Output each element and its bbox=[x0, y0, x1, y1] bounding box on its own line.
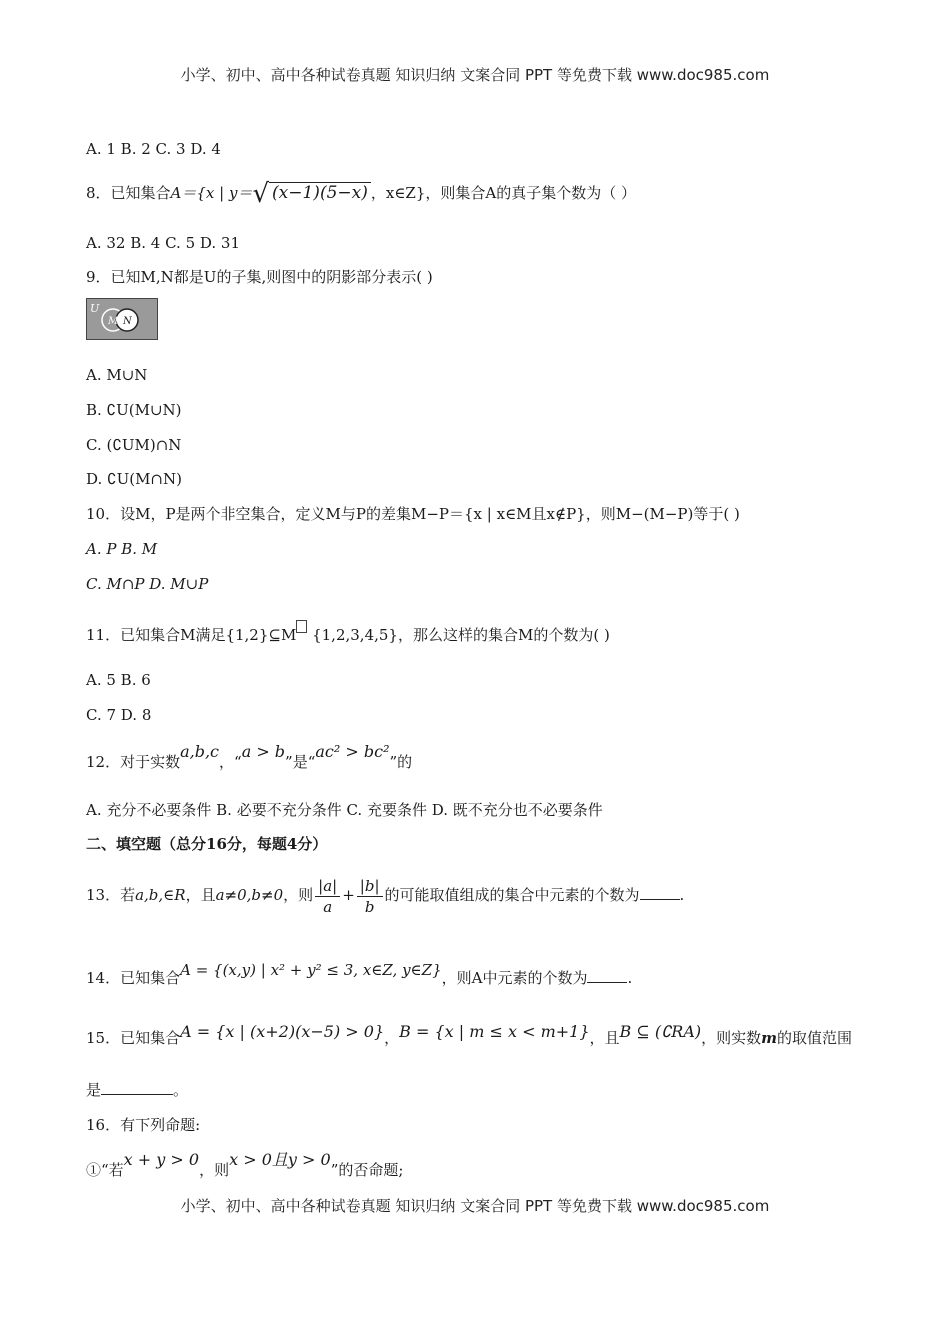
page-header: 小学、初中、高中各种试卷真题 知识归纳 文案合同 PPT 等免费下载 www.doc985.com bbox=[180, 66, 770, 84]
q8-prefix: 8．已知集合 bbox=[86, 184, 171, 202]
q15-suffix: ，则实数 bbox=[701, 1029, 762, 1047]
q16-item1-c: ”的否命题; bbox=[330, 1161, 404, 1179]
q16-stem: 16．有下列命题: bbox=[86, 1116, 201, 1134]
q15-set-a: A = {x | (x+2)(x−5) > 0} bbox=[180, 1022, 385, 1041]
q13-plus: + bbox=[342, 886, 355, 904]
q14-prefix: 14．已知集合 bbox=[86, 969, 181, 987]
q10-stem: 10．设M，P是两个非空集合，定义M与P的差集M−P＝{x | x∈M且x∉P}，则M−(M−P)等于( ) bbox=[86, 505, 740, 523]
q13-frac2-den: b bbox=[364, 897, 375, 916]
q13-mid2: ，则 bbox=[283, 886, 314, 904]
q13-stem bbox=[86, 870, 684, 920]
q15-comma: ， bbox=[384, 1029, 400, 1047]
q9-option-b: B. ∁U(M∪N) bbox=[86, 401, 182, 419]
q13-prefix: 13．若 bbox=[86, 886, 136, 904]
q8-stem bbox=[86, 179, 636, 209]
q15-prefix: 15．已知集合 bbox=[86, 1029, 181, 1047]
q16-item1-concl: x > 0且y > 0 bbox=[229, 1150, 331, 1169]
q12-cond2: ac² > bc² bbox=[315, 742, 390, 761]
q9-option-a: A. M∪N bbox=[86, 366, 148, 384]
q11-stem bbox=[86, 624, 610, 646]
q12-vars: a,b,c bbox=[180, 742, 220, 761]
q16-item1-cond: x + y > 0 bbox=[123, 1150, 200, 1169]
q12-mid1: ，“ bbox=[219, 753, 242, 771]
q16-item-1 bbox=[86, 1152, 403, 1188]
q13-fraction-1 bbox=[315, 876, 340, 917]
venn-m-label: M bbox=[108, 316, 119, 327]
q13-end: . bbox=[679, 886, 685, 904]
q13-answer-blank bbox=[640, 885, 680, 900]
q8-suffix: ，则集合A的真子集个数为（ ） bbox=[425, 184, 636, 202]
q15-end: 。 bbox=[173, 1081, 189, 1099]
q15-set-b: B = {x | m ≤ x < m+1} bbox=[399, 1022, 590, 1041]
q14-answer-blank bbox=[587, 968, 627, 983]
q12-mid2: ”是“ bbox=[285, 753, 316, 771]
q12-stem bbox=[86, 742, 413, 773]
q9-option-d: D. ∁U(M∩N) bbox=[86, 470, 182, 488]
q14-stem bbox=[86, 958, 632, 998]
q8-options: A. 32 B. 4 C. 5 D. 31 bbox=[86, 234, 240, 252]
q10-options-1: A. P B. M bbox=[86, 540, 158, 558]
q11-stem-a: 11．已知集合M满足{1,2}⊆M bbox=[86, 626, 297, 644]
q10-options-2: C. M∩P D. M∪P bbox=[86, 575, 209, 593]
q8-set-close: ，x∈Z} bbox=[370, 184, 426, 202]
venn-svg bbox=[87, 299, 157, 339]
q8-set-open: A＝{x | y＝ bbox=[170, 184, 253, 202]
venn-u-label: U bbox=[90, 302, 100, 315]
q7-options: A. 1 B. 2 C. 3 D. 4 bbox=[86, 140, 221, 158]
section-2-title: 二、填空题（总分16分，每题4分） bbox=[86, 835, 328, 853]
q8-radicand: (x−1)(5−x) bbox=[269, 182, 371, 203]
subset-box-icon bbox=[296, 620, 307, 633]
q13-cond: a,b,∈R bbox=[135, 886, 186, 904]
q11-options-1: A. 5 B. 6 bbox=[86, 671, 151, 689]
q12-prefix: 12．对于实数 bbox=[86, 753, 181, 771]
venn-n-label: N bbox=[123, 316, 132, 327]
venn-diagram bbox=[86, 298, 158, 340]
q15-stem bbox=[86, 1018, 852, 1058]
q15-var: m bbox=[761, 1029, 778, 1047]
q14-suffix: ，则A中元素的个数为 bbox=[441, 969, 588, 987]
q14-end: . bbox=[627, 969, 633, 987]
q13-cond2: a≠0,b≠0 bbox=[215, 886, 284, 904]
q15-mid: ，且 bbox=[589, 1029, 620, 1047]
q16-item1-b: ，则 bbox=[199, 1161, 230, 1179]
q13-frac2-num: |b| bbox=[357, 876, 383, 897]
q9-option-c: C. (∁UM)∩N bbox=[86, 436, 182, 454]
q16-item1-a: ①“若 bbox=[86, 1161, 124, 1179]
q15-relation: B ⊆ (∁RA) bbox=[619, 1022, 702, 1041]
q12-cond1: a > b bbox=[241, 742, 286, 761]
q12-options: A. 充分不必要条件 B. 必要不充分条件 C. 充要条件 D. 既不充分也不必要条件 bbox=[86, 801, 603, 819]
q13-suffix: 的可能取值组成的集合中元素的个数为 bbox=[384, 886, 640, 904]
q13-frac1-den: a bbox=[323, 897, 333, 916]
q9-stem: 9．已知M,N都是U的子集,则图中的阴影部分表示( ) bbox=[86, 268, 433, 286]
q11-options-2: C. 7 D. 8 bbox=[86, 706, 152, 724]
q13-frac1-num: |a| bbox=[315, 876, 340, 897]
sqrt-symbol: √ bbox=[252, 179, 270, 209]
q12-suffix: ”的 bbox=[389, 753, 413, 771]
q15-line2 bbox=[86, 1079, 188, 1101]
q11-stem-b: {1,2,3,4,5}，那么这样的集合M的个数为( ) bbox=[307, 626, 610, 644]
q13-fraction-2 bbox=[357, 876, 383, 917]
q13-mid: ，且 bbox=[185, 886, 216, 904]
q14-set: A = {(x,y) | x² + y² ≤ 3, x∈Z, y∈Z} bbox=[180, 961, 442, 979]
q15-suffix2: 的取值范围 bbox=[777, 1029, 853, 1047]
q15-answer-blank bbox=[101, 1080, 173, 1095]
page-footer: 小学、初中、高中各种试卷真题 知识归纳 文案合同 PPT 等免费下载 www.doc985.com bbox=[180, 1197, 770, 1215]
q15-line2-text: 是 bbox=[86, 1081, 102, 1099]
